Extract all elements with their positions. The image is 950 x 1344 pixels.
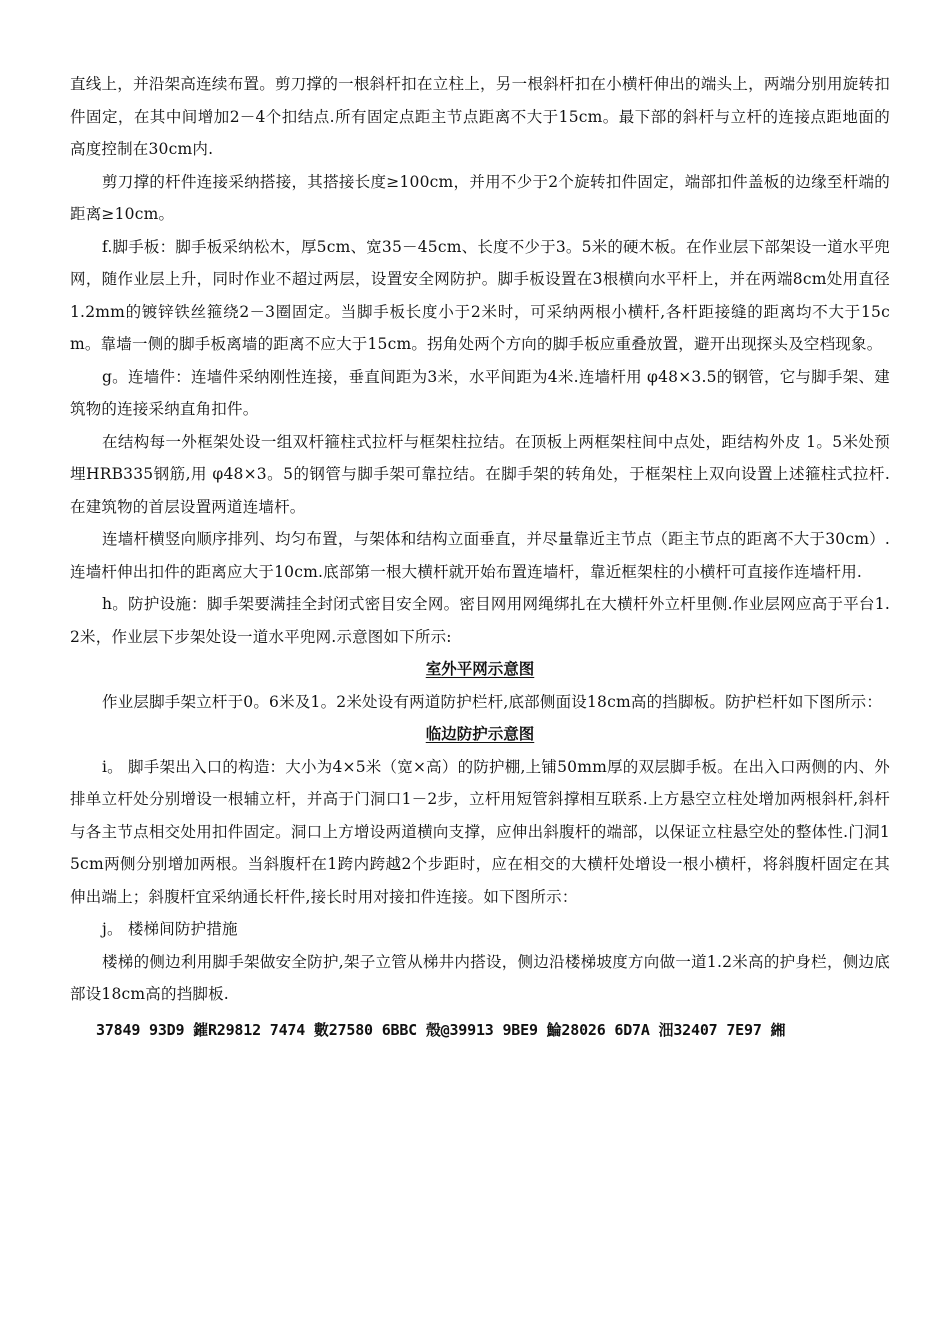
figure-caption-edge-protection: 临边防护示意图	[425, 724, 535, 743]
footer-code-line: 37849 93D9 鏙R29812 7474 數27580 6BBC 殼@39913 9BE9 鯩28026 6D7A 沺32407 7E97 緗	[96, 1020, 786, 1039]
paragraph-stair-protection: 楼梯的侧边利用脚手架做安全防护,架子立管从梯井内搭设，侧边沿楼梯坡度方向做一道1.2米高的护身栏，侧边底部设18cm高的挡脚板.	[70, 952, 890, 1003]
paragraph-protection: h。防护设施：脚手架要满挂全封闭式密目安全网。密目网用网绳绑扎在大横杆外立杆里侧.作业层网应高于平台1.2米，作业层下步架处设一道水平兜网.示意图如下所示:	[70, 595, 890, 646]
paragraph-tie-arrangement: 连墙杆横竖向顺序排列、均匀布置，与架体和结构立面垂直，并尽量靠近主节点（距主节点的距离不大于30cm）.连墙杆伸出扣件的距离应大于10cm.底部第一根大横杆就开始布置连墙杆，靠近框架柱的小横杆可直接作连墙杆用.	[70, 530, 890, 581]
paragraph-guardrail: 作业层脚手架立杆于0。6米及1。2米处设有两道防护栏杆,底部侧面设18cm高的挡脚板。防护栏杆如下图所示：	[102, 692, 883, 711]
figure-caption-outdoor-net: 室外平网示意图	[425, 659, 535, 678]
paragraph-scissor-brace-lap: 剪刀撑的杆件连接采纳搭接，其搭接长度≥100cm，并用不少于2个旋转扣件固定，端部扣件盖板的边缘至杆端的距离≥10cm。	[70, 172, 890, 223]
paragraph-wall-tie: g。连墙件：连墙件采纳刚性连接，垂直间距为3米，水平间距为4米.连墙杆用 φ48×3.5的钢管，它与脚手架、建筑物的连接采纳直角扣件。	[70, 367, 890, 418]
paragraph-scaffold-board: f.脚手板：脚手板采纳松木，厚5cm、宽35－45cm、长度不少于3。5米的硬木板。在作业层下部架设一道水平兜网，随作业层上升，同时作业不超过两层，设置安全网防护。脚手板设置在3根横向水平杆上，并在两端8cm处用直径1.2mm的镀锌铁丝箍绕2－3圈固定。当脚手板长度小于2米时，可采纳两根小横杆,各杆距接缝的距离均不大于15cm。靠墙一侧的脚手板离墙的距离不应大于15cm。拐角处两个方向的脚手板应重叠放置，避开出现探头及空档现象。	[70, 237, 890, 353]
paragraph-scissor-brace-layout: 直线上，并沿架高连续布置。剪刀撑的一根斜杆扣在立柱上，另一根斜杆扣在小横杆伸出的端头上，两端分别用旋转扣件固定，在其中间增加2－4个扣结点.所有固定点距主节点距离不大于15cm。最下部的斜杆与立杆的连接点距地面的高度控制在30cm内.	[70, 75, 890, 158]
document-page	[70, 0, 890, 1045]
paragraph-entrance: i。 脚手架出入口的构造：大小为4×5米（宽×高）的防护棚,上铺50mm厚的双层脚手板。在出入口两侧的内、外排单立杆处分别增设一根辅立杆，并高于门洞口1－2步，立杆用短管斜撑相互联系.上方悬空立柱处增加两根斜杆,斜杆与各主节点相交处用扣件固定。洞口上方增设两道横向支撑，应伸出斜腹杆的端部，以保证立柱悬空处的整体性.门洞15cm两侧分别增加两根。当斜腹杆在1跨内跨越2个步距时，应在相交的大横杆处增设一根小横杆，将斜腹杆固定在其伸出端上；斜腹杆宜采纳通长杆件,接长时用对接扣件连接。如下图所示：	[70, 757, 890, 906]
paragraph-frame-tie: 在结构每一外框架处设一组双杆箍柱式拉杆与框架柱拉结。在顶板上两框架柱间中点处，距结构外皮 1。5米处预埋HRB335钢筋,用 φ48×3。5的钢管与脚手架可靠拉结。在脚手架的转角处，于框架柱上双向设置上述箍柱式拉杆.在建筑物的首层设置两道连墙杆。	[70, 432, 890, 516]
paragraph-stair-heading: j。 楼梯间防护措施	[102, 920, 238, 938]
